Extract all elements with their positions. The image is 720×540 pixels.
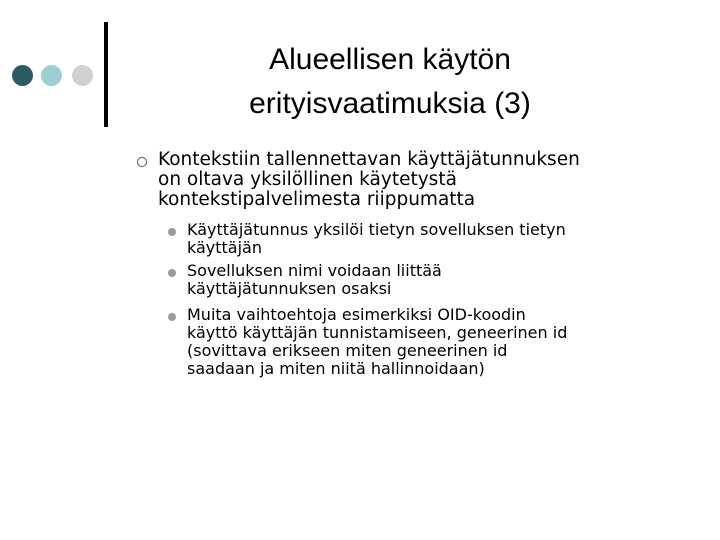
main-bullet-line: Kontekstiin tallennettavan käyttäjätunnuksen	[158, 149, 580, 170]
sub-bullet-line: Sovelluksen nimi voidaan liittää	[187, 261, 442, 280]
sub-bullet-line: Käyttäjätunnus yksilöi tietyn sovelluksen tietyn	[187, 220, 566, 239]
main-bullet-text	[158, 150, 698, 210]
grey-dot	[72, 65, 93, 86]
sub-bullet-text-2	[187, 262, 707, 298]
ring-bullet-icon	[137, 157, 147, 167]
slide-title-line-1: Alueellisen käytön	[269, 43, 511, 76]
sub-bullet-text-1	[187, 221, 707, 257]
dot-bullet-icon	[168, 313, 176, 321]
sub-bullet-line: (sovittava erikseen miten geneerinen id	[187, 341, 508, 360]
sub-bullet-line: käyttäjän	[187, 238, 262, 257]
dot-bullet-icon	[168, 269, 176, 277]
sub-bullet-line: saadaan ja miten niitä hallinnoidaan)	[187, 359, 485, 378]
dot-bullet-icon	[168, 228, 176, 236]
sub-bullet-line: Muita vaihtoehtoja esimerkiksi OID-koodin	[187, 305, 526, 324]
main-bullet-line: kontekstipalvelimesta riippumatta	[158, 189, 476, 210]
main-bullet-line: on oltava yksilöllinen käytetystä	[158, 169, 457, 190]
slide-title-line-2: erityisvaatimuksia (3)	[249, 87, 531, 120]
sub-bullet-line: käyttäjätunnuksen osaksi	[187, 279, 392, 298]
title-divider	[104, 22, 108, 127]
dark-teal-dot	[12, 65, 33, 86]
light-teal-dot	[41, 65, 62, 86]
slide-title	[190, 38, 590, 126]
sub-bullet-line: käyttö käyttäjän tunnistamiseen, geneerinen id	[187, 323, 568, 342]
sub-bullet-text-3	[187, 306, 707, 378]
